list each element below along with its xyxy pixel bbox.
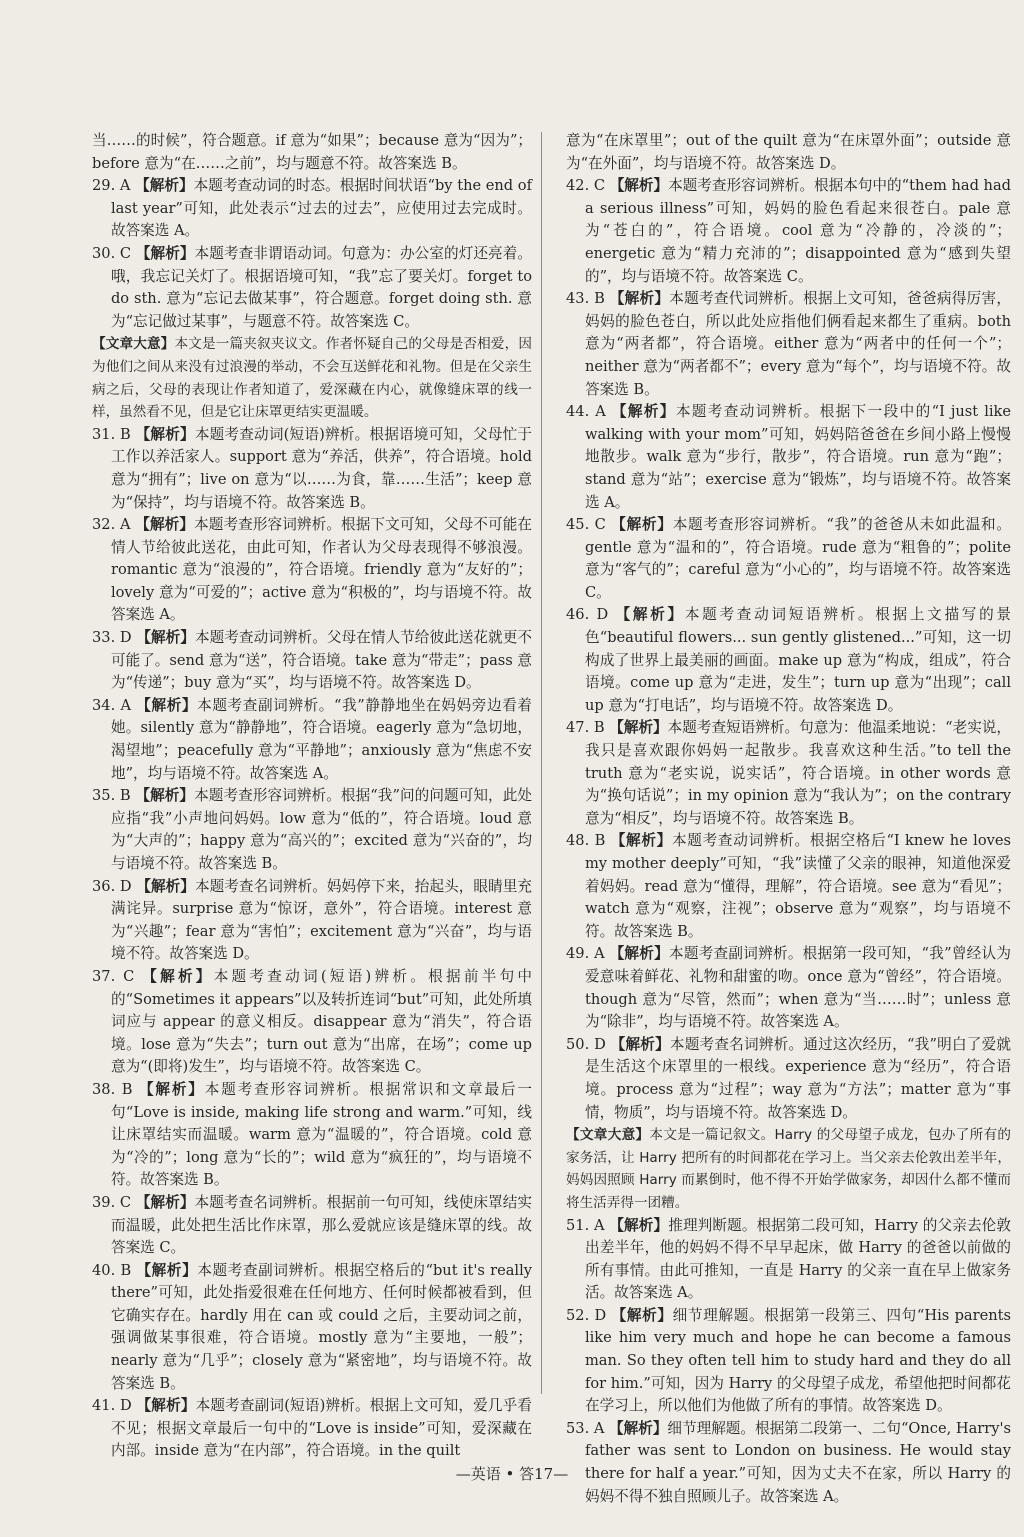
analysis-tag: 【解析】 <box>609 1216 669 1234</box>
analysis-text: 本题考查非谓语动词。句意为：办公室的灯还亮着。哦，我忘记关灯了。根据语境可知，“我”忘了要关灯。forget to do sth. 意为“忘记去做某事”，符合题意。forget doing sth. 意为“忘记做过某事”，与题意不符。故答案选 C。 <box>110 244 532 330</box>
answer-number: 41. D <box>92 1397 132 1415</box>
continued-paragraph <box>92 130 532 175</box>
analysis-text: 本题考查形容词辨析。根据本句中的“them had had a serious illness”可知，妈妈的脸色看起来很苍白。pale 意为“苍白的”，符合语境。cool 意为“冷静的，冷淡的”；energetic 意为“精力充沛的”；disappointed 意为“感到失望的”，均与语境不符。故答案选 C。 <box>584 177 1011 285</box>
summary-tag: 【文章大意】 <box>92 336 175 353</box>
analysis-text: 本题考查名词辨析。根据前一句可知，线使床罩结实而温暖，此处把生活比作床罩，那么爱就应该是缝床罩的线。故答案选 C。 <box>110 1193 532 1257</box>
answer-item <box>92 1192 532 1260</box>
analysis-tag: 【解析】 <box>136 629 195 647</box>
answer-item <box>92 695 532 785</box>
column-divider <box>541 132 542 1394</box>
answer-number: 52. D <box>566 1306 607 1324</box>
answer-item <box>566 604 1011 717</box>
answer-item <box>566 1305 1011 1418</box>
summary-text: 本文是一篇夹叙夹议文。作者怀疑自己的父母是否相爱，因为他们之间从来没有过浪漫的举动，不会互送鲜花和礼物。但是在父亲生病之后，父母的表现让作者知道了，爱深藏在内心，就像缝床罩的线一样，虽然看不见，但是它让床罩更结实更温暖。 <box>92 336 532 421</box>
analysis-text: 本题考查名词辨析。妈妈停下来，抬起头，眼睛里充满诧异。surprise 意为“惊讶，意外”，符合语境。interest 意为“兴趣”；fear 意为“害怕”；excitement 意为“兴奋”，均与语境不符。故答案选 D。 <box>110 877 532 963</box>
answer-number: 31. B <box>92 425 131 443</box>
answer-number: 48. B <box>566 832 606 850</box>
answer-number: 44. A <box>566 403 606 421</box>
analysis-text: 本题考查副词(短语)辨析。根据上文可知，爱几乎看不见；根据文章最后一句中的“Love is inside”可知，爱深藏在内部。inside 意为“在内部”，符合语境。in the quilt <box>110 1397 532 1460</box>
analysis-tag: 【解析】 <box>135 425 195 443</box>
answer-item <box>566 943 1011 1033</box>
answer-item <box>92 243 532 333</box>
analysis-text: 本题考查副词辨析。根据空格后的“but it's really there”可知，此处指爱很难在任何地方、任何时候都被看到，但它确实存在。hardly 用在 can 或 could 之后，主要动词之前，强调做某事很难，符合语境。mostly 意为“主要地，一般”；nearly 意为“几乎”；closely 意为“紧密地”，均与语境不符。故答案选 B。 <box>110 1261 533 1392</box>
analysis-tag: 【解析】 <box>609 719 668 737</box>
analysis-text: 本题考查动词辨析。根据空格后“I knew he loves my mother deeply”可知，“我”读懂了父亲的眼神，知道他深爱着妈妈。read 意为“懂得，理解”，符合语境。see 意为“看见”；watch 意为“观察，注视”；observe 意为“观察”，均与语境不符。故答案选 B。 <box>584 832 1012 940</box>
answer-number: 51. A <box>566 1216 605 1234</box>
answer-item <box>566 288 1011 401</box>
analysis-tag: 【解析】 <box>609 1419 668 1437</box>
answer-item <box>92 1395 532 1463</box>
answer-number: 34. A <box>92 696 132 714</box>
answer-item <box>92 175 532 243</box>
answer-number: 38. B <box>92 1080 133 1098</box>
answer-item <box>92 876 532 966</box>
analysis-text: 本题考查代词辨析。根据上文可知，爸爸病得厉害，妈妈的脸色苍白，所以此处应指他们俩看起来都生了重病。both 意为“两者都”，符合语境。either 意为“两者中的任何一个”；neither 意为“两者都不”；every 意为“每个”，均与语境不符。故答案选 B。 <box>584 290 1011 398</box>
analysis-text: 本题考查动词短语辨析。根据上文描写的景色“beautiful flowers... sun gently glistened...”可知，这一切构成了世界上最美丽的画面。make up 意为“构成，组成”，符合语境。come up 意为“走进，发生”；turn up 意为“出现”；call up 意为“打电话”，均与语境不符。故答案选 D。 <box>584 606 1011 714</box>
answer-item <box>92 627 532 695</box>
analysis-text: 本题考查名词辨析。通过这次经历，“我”明白了爱就是生活这个床罩里的一根线。experience 意为“经历”，符合语境。process 意为“过程”；way 意为“方法”；matter 意为“事情，物质”，均与语境不符。故答案选 D。 <box>584 1035 1011 1121</box>
answer-number: 43. B <box>566 290 605 308</box>
answer-item <box>92 966 532 1079</box>
answer-number: 53. A <box>566 1419 605 1437</box>
analysis-tag: 【解析】 <box>136 877 195 895</box>
analysis-text: 本题考查副词辨析。根据第一段可知，“我”曾经认为爱意味着鲜花、礼物和甜蜜的吻。once 意为“曾经”，符合语境。though 意为“尽管，然而”；when 意为“当……时”；unless 意为“除非”，均与语境不符。故答案选 A。 <box>584 945 1011 1031</box>
answer-number: 33. D <box>92 629 132 647</box>
answer-number: 46. D <box>566 606 609 624</box>
analysis-text: 本题考查短语辨析。句意为：他温柔地说：“老实说，我只是喜欢跟你妈妈一起散步。我喜欢这种生活。”to tell the truth 意为“老实说，说实话”，符合语境。in other words 意为“换句话说”；in my opinion 意为“我认为”；on the contrary 意为“相反”，均与语境不符。故答案选 B。 <box>584 719 1012 827</box>
answer-item <box>92 785 532 875</box>
answer-item <box>92 1079 532 1192</box>
answer-item <box>566 1034 1011 1124</box>
analysis-tag: 【解析】 <box>135 787 195 805</box>
analysis-text: 细节理解题。根据第二段第一、二句“Once, Harry's father was sent to London on business. He would stay there for half a year.”可知，因为丈夫不在家，所以 Harry 的妈妈不得不独自照顾儿子。故答案选 A。 <box>584 1419 1011 1505</box>
analysis-text: 本题考查动词(短语)辨析。根据前半句中的“Sometimes it appears”以及转折连词“but”可知，此处所填词应与 appear 的意义相反。disappear 意为“消失”，符合语境。lose 意为“失去”；turn out 意为“出席，在场”；come up 意为“(即将)发生”，均与语境不符。故答案选 C。 <box>110 967 533 1076</box>
analysis-text: 本题考查形容词辨析。“我”的爸爸从未如此温和。gentle 意为“温和的”，符合语境。rude 意为“粗鲁的”；polite 意为“客气的”；careful 意为“小心的”，均与语境不符。故答案选 C。 <box>584 516 1012 601</box>
analysis-tag: 【解析】 <box>136 696 198 714</box>
answer-item <box>566 1215 1011 1305</box>
analysis-tag: 【解析】 <box>135 516 195 534</box>
answer-number: 45. C <box>566 516 606 534</box>
analysis-tag: 【解析】 <box>135 177 194 195</box>
analysis-text: 本题考查动词(短语)辨析。根据语境可知，父母忙于工作以养活家人。support 意为“养活，供养”，符合语境。hold 意为“拥有”；live on 意为“以……为食，靠……生活”；keep 意为“保持”，均与语境不符。故答案选 B。 <box>110 425 532 511</box>
analysis-tag: 【解析】 <box>138 1080 205 1098</box>
answer-item <box>566 175 1011 288</box>
analysis-tag: 【解析】 <box>609 290 670 308</box>
analysis-tag: 【解析】 <box>610 832 672 850</box>
analysis-tag: 【解析】 <box>610 1035 670 1053</box>
answer-number: 49. A <box>566 945 605 963</box>
answer-item <box>566 830 1011 943</box>
answer-number: 42. C <box>566 177 606 195</box>
answer-number: 29. A <box>92 177 131 195</box>
analysis-tag: 【解析】 <box>615 606 685 624</box>
answer-number: 40. B <box>92 1261 132 1279</box>
answer-item <box>92 1260 532 1396</box>
paragraph-text: 意为“在床罩里”；out of the quilt 意为“在床罩外面”；outside 意为“在外面”，均与语境不符。故答案选 D。 <box>566 132 1011 172</box>
answer-number: 35. B <box>92 787 131 805</box>
left-column <box>92 130 533 1460</box>
article-summary <box>92 333 532 423</box>
answer-number: 36. D <box>92 877 132 895</box>
analysis-text: 推理判断题。根据第二段可知，Harry 的父亲去伦敦出差半年，他的妈妈不得不早早起床，做 Harry 的爸爸以前做的所有事情。由此可推知，一直是 Harry 的父亲一直在早上做家务活。故答案选 A。 <box>584 1216 1012 1302</box>
analysis-tag: 【解析】 <box>136 1397 196 1415</box>
paragraph-text: 当……的时候”，符合题意。if 意为“如果”；because 意为“因为”；before 意为“在……之前”，均与题意不符。故答案选 B。 <box>92 132 532 172</box>
right-column <box>566 130 1012 1505</box>
analysis-tag: 【解析】 <box>611 1306 673 1324</box>
analysis-tag: 【解析】 <box>136 1261 198 1279</box>
answer-number: 32. A <box>92 516 131 534</box>
analysis-tag: 【解析】 <box>135 1193 195 1211</box>
summary-text: 本文是一篇记叙文。Harry 的父母望子成龙，包办了所有的家务活，让 Harry 把所有的时间都花在学习上。当父亲去伦敦出差半年，妈妈因照顾 Harry 而累倒时，他不得不开始学做家务，却因什么都不懂而将生活弄得一团糟。 <box>566 1127 1012 1211</box>
answer-item <box>566 401 1011 514</box>
answer-number: 30. C <box>92 244 132 262</box>
analysis-tag: 【解析】 <box>609 177 669 195</box>
answer-number: 37. C <box>92 967 135 985</box>
analysis-text: 本题考查动词辨析。根据下一段中的“I just like walking with your mom”可知，妈妈陪爸爸在乡间小路上慢慢地散步。walk 意为“步行，散步”，符合语境。run 意为“跑”；stand 意为“站”；exercise 意为“锻炼”，均与语境不符。故答案选 A。 <box>584 403 1012 511</box>
answer-number: 50. D <box>566 1035 606 1053</box>
analysis-text: 本题考查形容词辨析。根据“我”问的问题可知，此处应指“我”小声地问妈妈。low 意为“低的”，符合语境。loud 意为“大声的”；happy 意为“高兴的”；excited 意为“兴奋的”，均与语境不符。故答案选 B。 <box>110 787 532 872</box>
continued-paragraph <box>566 130 1011 175</box>
analysis-text: 细节理解题。根据第一段第三、四句“His parents like him very much and hope he can become a famous man. So they often tell him to study hard and they do all for him.”可知，因为 Harry 的父母望子成龙，希望他把时间都花在学习上，所以他们为他做了所有的事情。故答案选 D。 <box>584 1306 1011 1415</box>
analysis-tag: 【解析】 <box>609 945 669 963</box>
analysis-tag: 【解析】 <box>135 244 195 262</box>
analysis-tag: 【解析】 <box>611 516 673 534</box>
answer-item <box>566 514 1011 604</box>
answer-item <box>92 424 532 514</box>
analysis-text: 本题考查形容词辨析。根据下文可知，父母不可能在情人节给彼此送花，由此可知，作者认为父母表现得不够浪漫。romantic 意为“浪漫的”，符合语境。friendly 意为“友好的”；lovely 意为“可爱的”；active 意为“积极的”，均与语境不符。故答案选 A。 <box>110 516 532 624</box>
analysis-text: 本题考查动词辨析。父母在情人节给彼此送花就更不可能了。send 意为“送”，符合语境。take 意为“带走”；pass 意为“传递”；buy 意为“买”，均与语境不符。故答案选 D。 <box>110 629 532 692</box>
analysis-text: 本题考查动词的时态。根据时间状语“by the end of last year”可知，此处表示“过去的过去”，应使用过去完成时。故答案选 A。 <box>110 177 532 240</box>
analysis-text: 本题考查形容词辨析。根据常识和文章最后一句“Love is inside, making life strong and warm.”可知，线让床罩结实而温暖。warm 意为“温暖的”，符合语境。cold 意为“冷的”；long 意为“长的”；wild 意为“疯狂的”，均与语境不符。故答案选 B。 <box>110 1080 532 1189</box>
article-summary <box>566 1124 1011 1214</box>
analysis-text: 本题考查副词辨析。“我”静静地坐在妈妈旁边看着她。silently 意为“静静地”，符合语境。eagerly 意为“急切地，渴望地”；peacefully 意为“平静地”；anxiously 意为“焦虑不安地”，均与语境不符。故答案选 A。 <box>110 696 533 782</box>
answer-number: 47. B <box>566 719 605 737</box>
answer-number: 39. C <box>92 1193 132 1211</box>
summary-tag: 【文章大意】 <box>566 1127 650 1144</box>
answer-item <box>566 717 1011 830</box>
answer-item <box>92 514 532 627</box>
analysis-tag: 【解析】 <box>142 967 214 985</box>
page-footer: —英语 • 答17— <box>455 1465 569 1483</box>
analysis-tag: 【解析】 <box>611 403 676 421</box>
